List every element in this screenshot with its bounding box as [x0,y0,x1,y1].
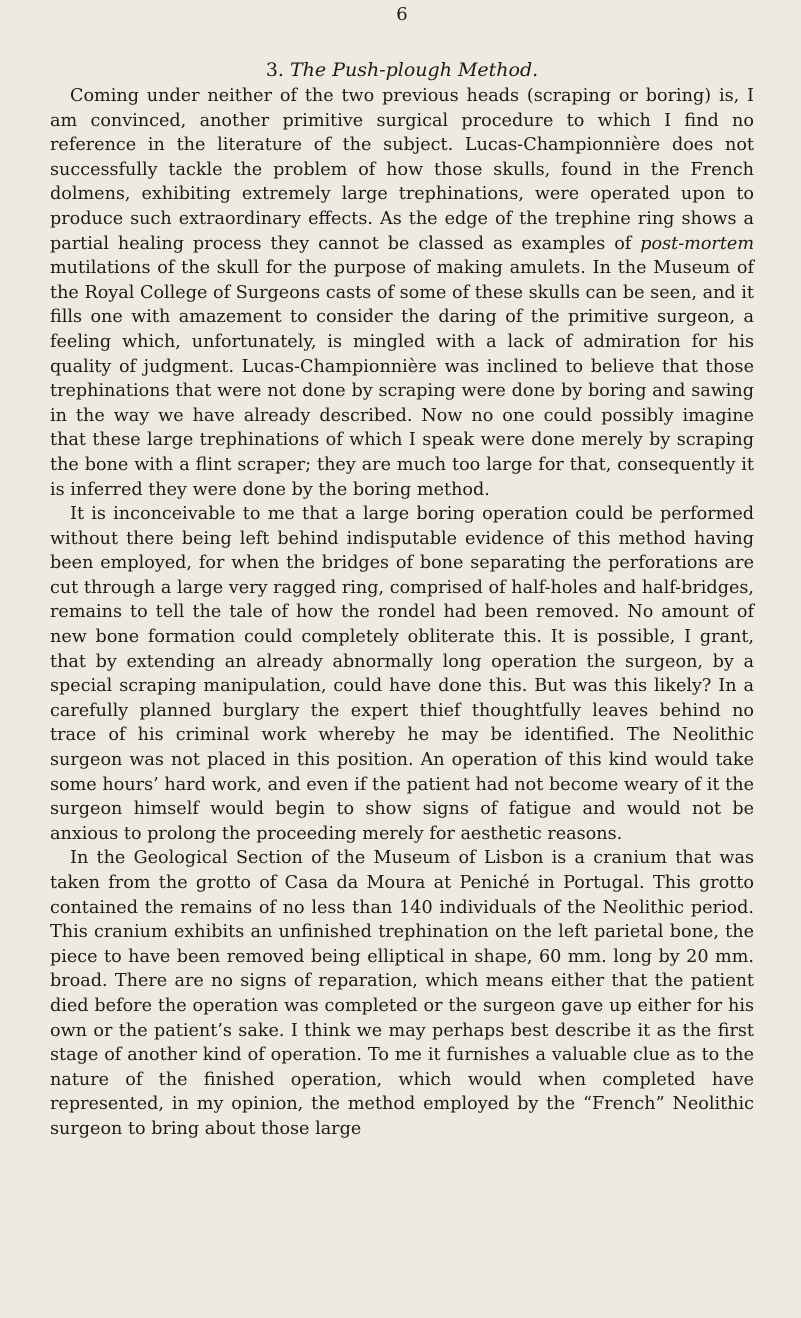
document-page [50,0,754,1318]
body-text [50,84,754,1142]
paragraph-text: mutilations of the skull for the purpose of making amulets. In the Museum of the Royal College of Surgeons casts of some of these skulls can be seen, and it fills one with amazement to consider the daring of the primitive surgeon, a feeling which, unfortunately, is mingled with a lack of admiration for his quality of judgment. Lucas-Championnière was inclined to believe that those trephinations that were not done by scraping were done by boring and sawing in the way we have already described. Now no one could possibly imagine that these large trephinations of which I speak were done merely by scraping the bone with a flint scraper; they are much too large for that, consequently it is inferred they were done by the boring method. [50,258,754,500]
italic-term: post-mortem [640,233,754,254]
section-heading [50,58,754,82]
paragraph [50,846,754,1141]
page-number: 6 [396,4,408,25]
section-title: The Push-plough Method. [290,59,539,81]
paragraph [50,502,754,846]
section-number: 3. [265,59,284,81]
paragraph-text: It is inconceivable to me that a large boring operation could be performed without there being left behind indisputable evidence of this method having been employed, for when the bridges of bone separating the perforations are cut through a large very ragged ring, comprised of half-holes and half-bridges, remains to tell the tale of how the rondel had been removed. No amount of new bone formation could completely obliterate this. It is possible, I grant, that by extending an already abnormally long operation the surgeon, by a special scraping manipulation, could have done this. But was this likely? In a carefully planned burglary the expert thief thoughtfully leaves behind no trace of his criminal work whereby he may be identified. The Neolithic surgeon was not placed in this position. An operation of this kind would take some hours’ hard work, and even if the patient had not become weary of it the surgeon himself would begin to show signs of fatigue and would not be anxious to prolong the proceeding merely for aesthetic reasons. [50,504,754,844]
paragraph [50,84,754,502]
paragraph-text: Coming under neither of the two previous heads (scraping or boring) is, I am convinced, another primitive surgical procedure to which I find no reference in the literature of the subject. Lucas-Championnière does not successfully tackle the problem of how those skulls, found in the French dolmens, exhibiting extremely large trephinations, were operated upon to produce such extraordinary effects. As the edge of the trephine ring shows a partial healing process they cannot be classed as examples of [50,86,754,254]
paragraph-text: In the Geological Section of the Museum of Lisbon is a cranium that was taken from the grotto of Casa da Moura at Peniché in Portugal. This grotto contained the remains of no less than 140 individuals of the Neolithic period. This cranium exhibits an unfinished trephination on the left parietal bone, the piece to have been removed being elliptical in shape, 60 mm. long by 20 mm. broad. There are no signs of reparation, which means either that the patient died before the operation was completed or the surgeon gave up either for his own or the patient’s sake. I think we may perhaps best describe it as the first stage of another kind of operation. To me it furnishes a valuable clue as to the nature of the finished operation, which would when completed have represented, in my opinion, the method employed by the “French” Neolithic surgeon to bring about those large [50,848,754,1139]
